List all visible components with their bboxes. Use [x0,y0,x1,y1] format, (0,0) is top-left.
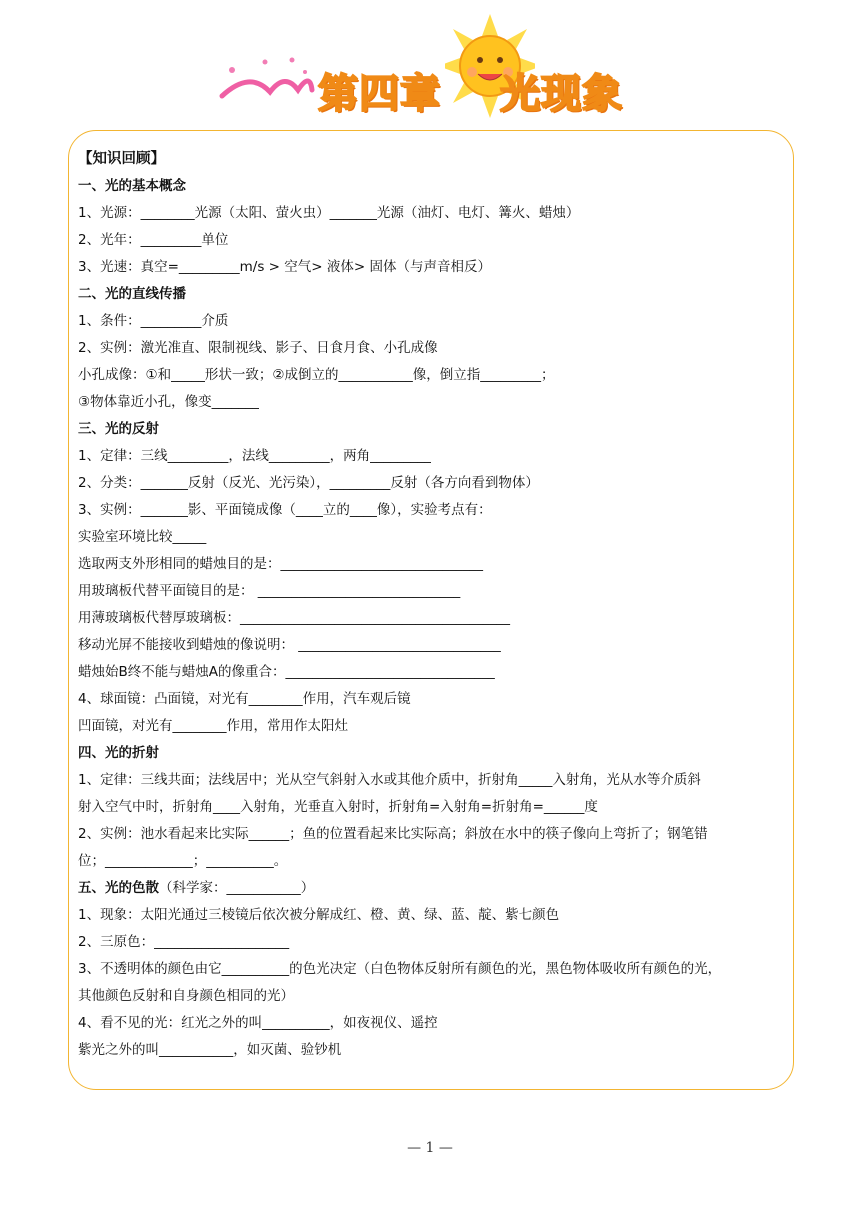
text-line: 选取两支外形相同的蜡烛目的是：______________________________ [78,556,483,572]
text-line: 2、光年：_________单位 [78,232,229,248]
text-line: 3、光速：真空=_________m/s > 空气> 液体> 固体（与声音相反） [78,259,491,275]
scientist-blank: （科学家：___________） [159,880,315,896]
text-line: 蜡烛始B终不能与蜡烛A的像重合：_______________________________ [78,664,495,680]
text-line: 实验室环境比较_____ [78,529,207,545]
section-heading: 【知识回顾】 [78,151,165,167]
text-line: 1、条件：_________介质 [78,313,229,329]
section-heading: 三、光的反射 [78,421,159,437]
text-line: 1、现象：太阳光通过三棱镜后依次被分解成红、橙、黄、绿、蓝、靛、紫七颜色 [78,907,560,923]
text-line: 3、实例：_______影、平面镜成像（____立的____像），实验考点有： [78,502,492,518]
section-heading: 四、光的折射 [78,745,159,761]
text-line: 2、实例：激光准直、限制视线、影子、日食月食、小孔成像 [78,340,438,356]
chapter-number: 第四章 [318,71,441,117]
text-line: 移动光屏不能接收到蜡烛的像说明： ______________________________ [78,637,501,653]
text-line: 2、实例：池水看起来比实际______；鱼的位置看起来比实际高；斜放在水中的筷子像向上弯折了；钢笔错 [78,826,708,842]
text-line: ③物体靠近小孔，像变_______ [78,394,259,410]
header-banner [0,0,860,125]
text-line: 1、光源：________光源（太阳、萤火虫）_______光源（油灯、电灯、篝火、蜡烛） [78,205,580,221]
text-line: 1、定律：三线_________，法线_________，两角_________ [78,448,431,464]
text-line: 3、不透明体的颜色由它__________的色光决定（白色物体反射所有颜色的光，黑色物体吸收所有颜色的光， [78,961,722,977]
text-line: 紫光之外的叫___________，如灭菌、验钞机 [78,1042,342,1058]
text-line: 用薄玻璃板代替厚玻璃板：________________________________________ [78,610,510,626]
text-line: 其他颜色反射和自身颜色相同的光） [78,988,294,1004]
text-line: 2、分类：_______反射（反光、光污染），_________反射（各方向看到物体） [78,475,539,491]
text-line: 4、看不见的光：红光之外的叫__________，如夜视仪、遥控 [78,1015,438,1031]
text-line: 小孔成像：①和_____形状一致；②成倒立的___________像，倒立指_________； [78,367,555,383]
section-heading: 一、光的基本概念 [78,178,186,194]
knowledge-review [78,146,788,1064]
section-heading [78,875,788,902]
section-heading: 二、光的直线传播 [78,286,186,302]
text-line: 位；_____________；__________。 [78,853,288,869]
text-line: 1、定律：三线共面；法线居中；光从空气斜射入水或其他介质中，折射角_____入射角，光从水等介质斜 [78,772,701,788]
page-number: — 1 — [407,1140,453,1156]
text-line: 2、三原色：____________________ [78,934,290,950]
text-line: 射入空气中时，折射角____入射角，光垂直入射时，折射角=入射角=折射角=______度 [78,799,598,815]
text-line: 用玻璃板代替平面镜目的是： ______________________________ [78,583,461,599]
text-line: 4、球面镜：凸面镜，对光有________作用，汽车观后镜 [78,691,411,707]
chapter-title: 光现象 [500,71,623,117]
text-line: 凹面镜，对光有________作用，常用作太阳灶 [78,718,348,734]
section-heading-text: 五、光的色散 [78,880,159,896]
